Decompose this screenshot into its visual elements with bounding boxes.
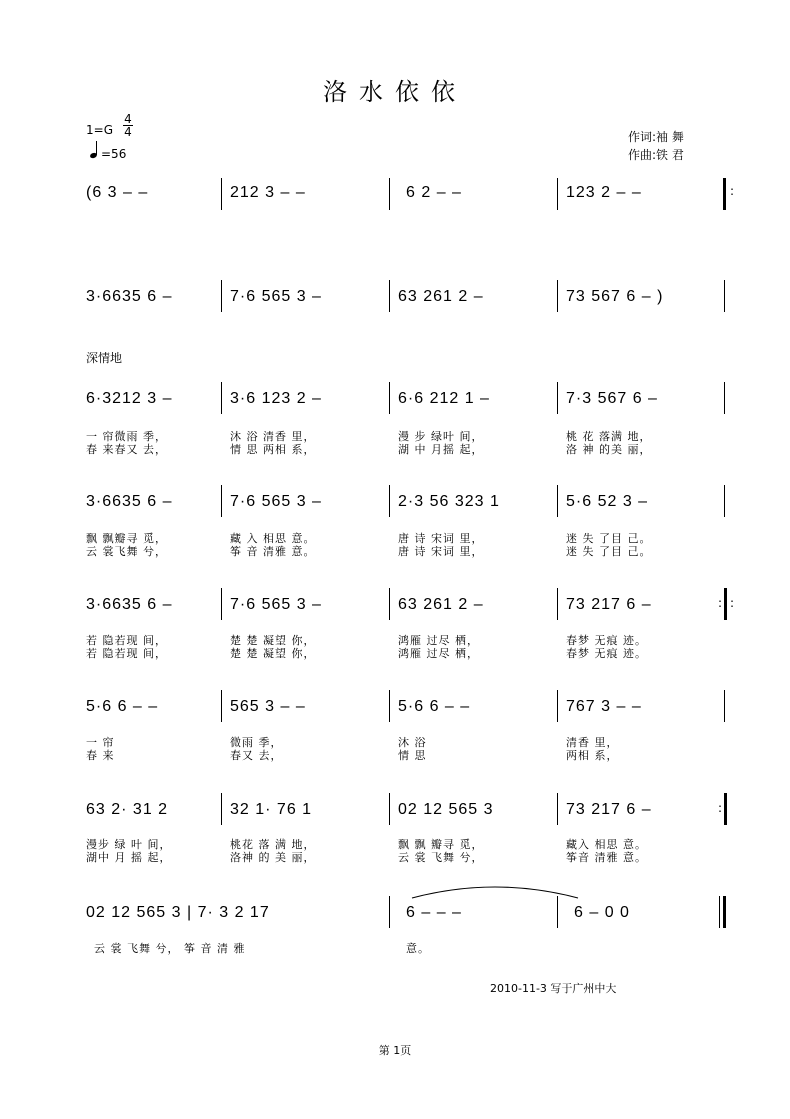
lyric: 春梦 无痕 迹。 [566,634,647,647]
lyric: 桃花 落 满 地， [230,838,316,851]
lyric: 桃 花 落满 地， [566,430,652,443]
lyricist-credit: 作词:袖 舞 [628,130,684,144]
barline [389,588,390,620]
lyric: 情 思 两相 系， [230,443,316,456]
composer-credit: 作曲:铁 君 [628,148,684,162]
lyric: 沐 浴 [398,736,427,749]
barline [557,793,558,825]
time-signature-bottom: 4 [124,125,132,139]
measure: 6 – – – [406,904,462,921]
measure: 73 217 6 – [566,596,652,613]
repeat-barline [723,178,726,210]
signature-note: 2010-11-3 写于广州中大 [490,982,617,995]
measure: 6 2 – – [406,184,462,201]
final-barline-thin [719,896,720,928]
lyric: 清香 里， [566,736,619,749]
barline [221,178,222,210]
lyric: 意。 [406,942,430,955]
barline [557,896,558,928]
time-signature-top: 4 [124,112,132,126]
lyric: 飘 飘 瓣寻 觅， [398,838,484,851]
barline [389,690,390,722]
lyric: 鸿雁 过尽 栖， [398,634,479,647]
lyric: 若 隐若现 间， [86,647,167,660]
measure: 5·6 6 – – [398,698,471,715]
lyric: 筝音 清雅 意。 [566,851,647,864]
barline [221,382,222,414]
barline [389,280,390,312]
tie-arc [410,880,580,900]
barline [221,690,222,722]
measure: 63 261 2 – [398,288,484,305]
repeat-barline [724,793,727,825]
barline [221,793,222,825]
measure: 3·6 123 2 – [230,390,322,407]
measure: 63 2· 31 2 [86,801,169,818]
measure: 73 567 6 – ) [566,288,664,305]
expression-marking: 深情地 [86,351,123,365]
lyric: 迷 失 了目 己。 [566,532,652,545]
lyric: 云 裳飞舞 兮， [86,545,167,558]
time-signature [123,113,133,138]
measure: 2·3 56 323 1 [398,493,500,510]
barline [389,382,390,414]
measure: 6 – 0 0 [574,904,630,921]
barline [724,690,725,722]
lyric: 洛 神 的美 丽， [566,443,652,456]
barline [389,896,390,928]
measure: 7·6 565 3 – [230,288,322,305]
repeat-dots: : [718,801,723,815]
lyric: 微雨 季， [230,736,283,749]
lyric: 云 裳 飞舞 兮， [398,851,484,864]
measure: 7·6 565 3 – [230,596,322,613]
barline [221,588,222,620]
lyric: 迷 失 了目 己。 [566,545,652,558]
barline [221,280,222,312]
page-number: 第 1页 [378,1044,412,1057]
measure: 3·6635 6 – [86,596,173,613]
key-signature: 1=G [86,123,113,137]
barline [389,485,390,517]
measure: 565 3 – – [230,698,306,715]
barline [557,280,558,312]
lyric: 筝 音 清雅 意。 [230,545,316,558]
barline [389,793,390,825]
lyric: 春 来春又 去， [86,443,167,456]
lyric: 唐 诗 宋词 里， [398,532,484,545]
measure: 02 12 565 3 [398,801,494,818]
barline [389,178,390,210]
measure: 32 1· 76 1 [230,801,313,818]
measure: 02 12 565 3 | 7· 3 2 17 [86,904,270,921]
measure: 6·6 212 1 – [398,390,490,407]
measure: 767 3 – – [566,698,642,715]
final-barline-thick [723,896,726,928]
lyric: 藏 入 相思 意。 [230,532,316,545]
measure: 63 261 2 – [398,596,484,613]
repeat-dots: : [730,184,735,198]
barline [557,588,558,620]
measure: 5·6 6 – – [86,698,159,715]
lyric: 若 隐若现 间， [86,634,167,647]
measure: 3·6635 6 – [86,288,173,305]
lyric: 沐 浴 清香 里， [230,430,316,443]
measure: (6 3 – – [86,184,149,201]
lyric: 湖 中 月摇 起， [398,443,484,456]
lyric: 漫 步 绿叶 间， [398,430,484,443]
lyric: 漫步 绿 叶 间， [86,838,172,851]
barline [221,485,222,517]
lyric: 两相 系， [566,749,619,762]
repeat-dots: : [730,596,735,610]
barline [724,382,725,414]
measure: 212 3 – – [230,184,306,201]
lyric: 春 来 [86,749,115,762]
lyric: 春梦 无痕 迹。 [566,647,647,660]
barline [724,485,725,517]
measure: 3·6635 6 – [86,493,173,510]
lyric: 鸿雁 过尽 栖， [398,647,479,660]
lyric: 春又 去， [230,749,283,762]
measure: 7·6 565 3 – [230,493,322,510]
lyric: 楚 楚 凝望 你， [230,647,316,660]
measure: 7·3 567 6 – [566,390,658,407]
measure: 73 217 6 – [566,801,652,818]
barline [557,178,558,210]
quarter-note-icon [89,152,97,159]
lyric: 楚 楚 凝望 你， [230,634,316,647]
measure: 123 2 – – [566,184,642,201]
barline [557,690,558,722]
lyric: 一 帘微雨 季， [86,430,167,443]
song-title: 洛水依依 [323,78,467,106]
tempo-marking: =56 [101,147,127,161]
lyric: 云 裳 飞舞 兮， 筝 音 清 雅 [94,942,246,955]
barline [724,280,725,312]
lyric: 湖中 月 摇 起， [86,851,172,864]
lyric: 一 帘 [86,736,115,749]
lyric: 藏入 相思 意。 [566,838,647,851]
lyric: 情 思 [398,749,427,762]
repeat-barline [724,588,727,620]
lyric: 飘 飘瓣寻 觅， [86,532,167,545]
barline [557,382,558,414]
lyric: 洛神 的 美 丽， [230,851,316,864]
measure: 6·3212 3 – [86,390,173,407]
repeat-dots: : [718,596,723,610]
barline [557,485,558,517]
lyric: 唐 诗 宋词 里， [398,545,484,558]
measure: 5·6 52 3 – [566,493,649,510]
